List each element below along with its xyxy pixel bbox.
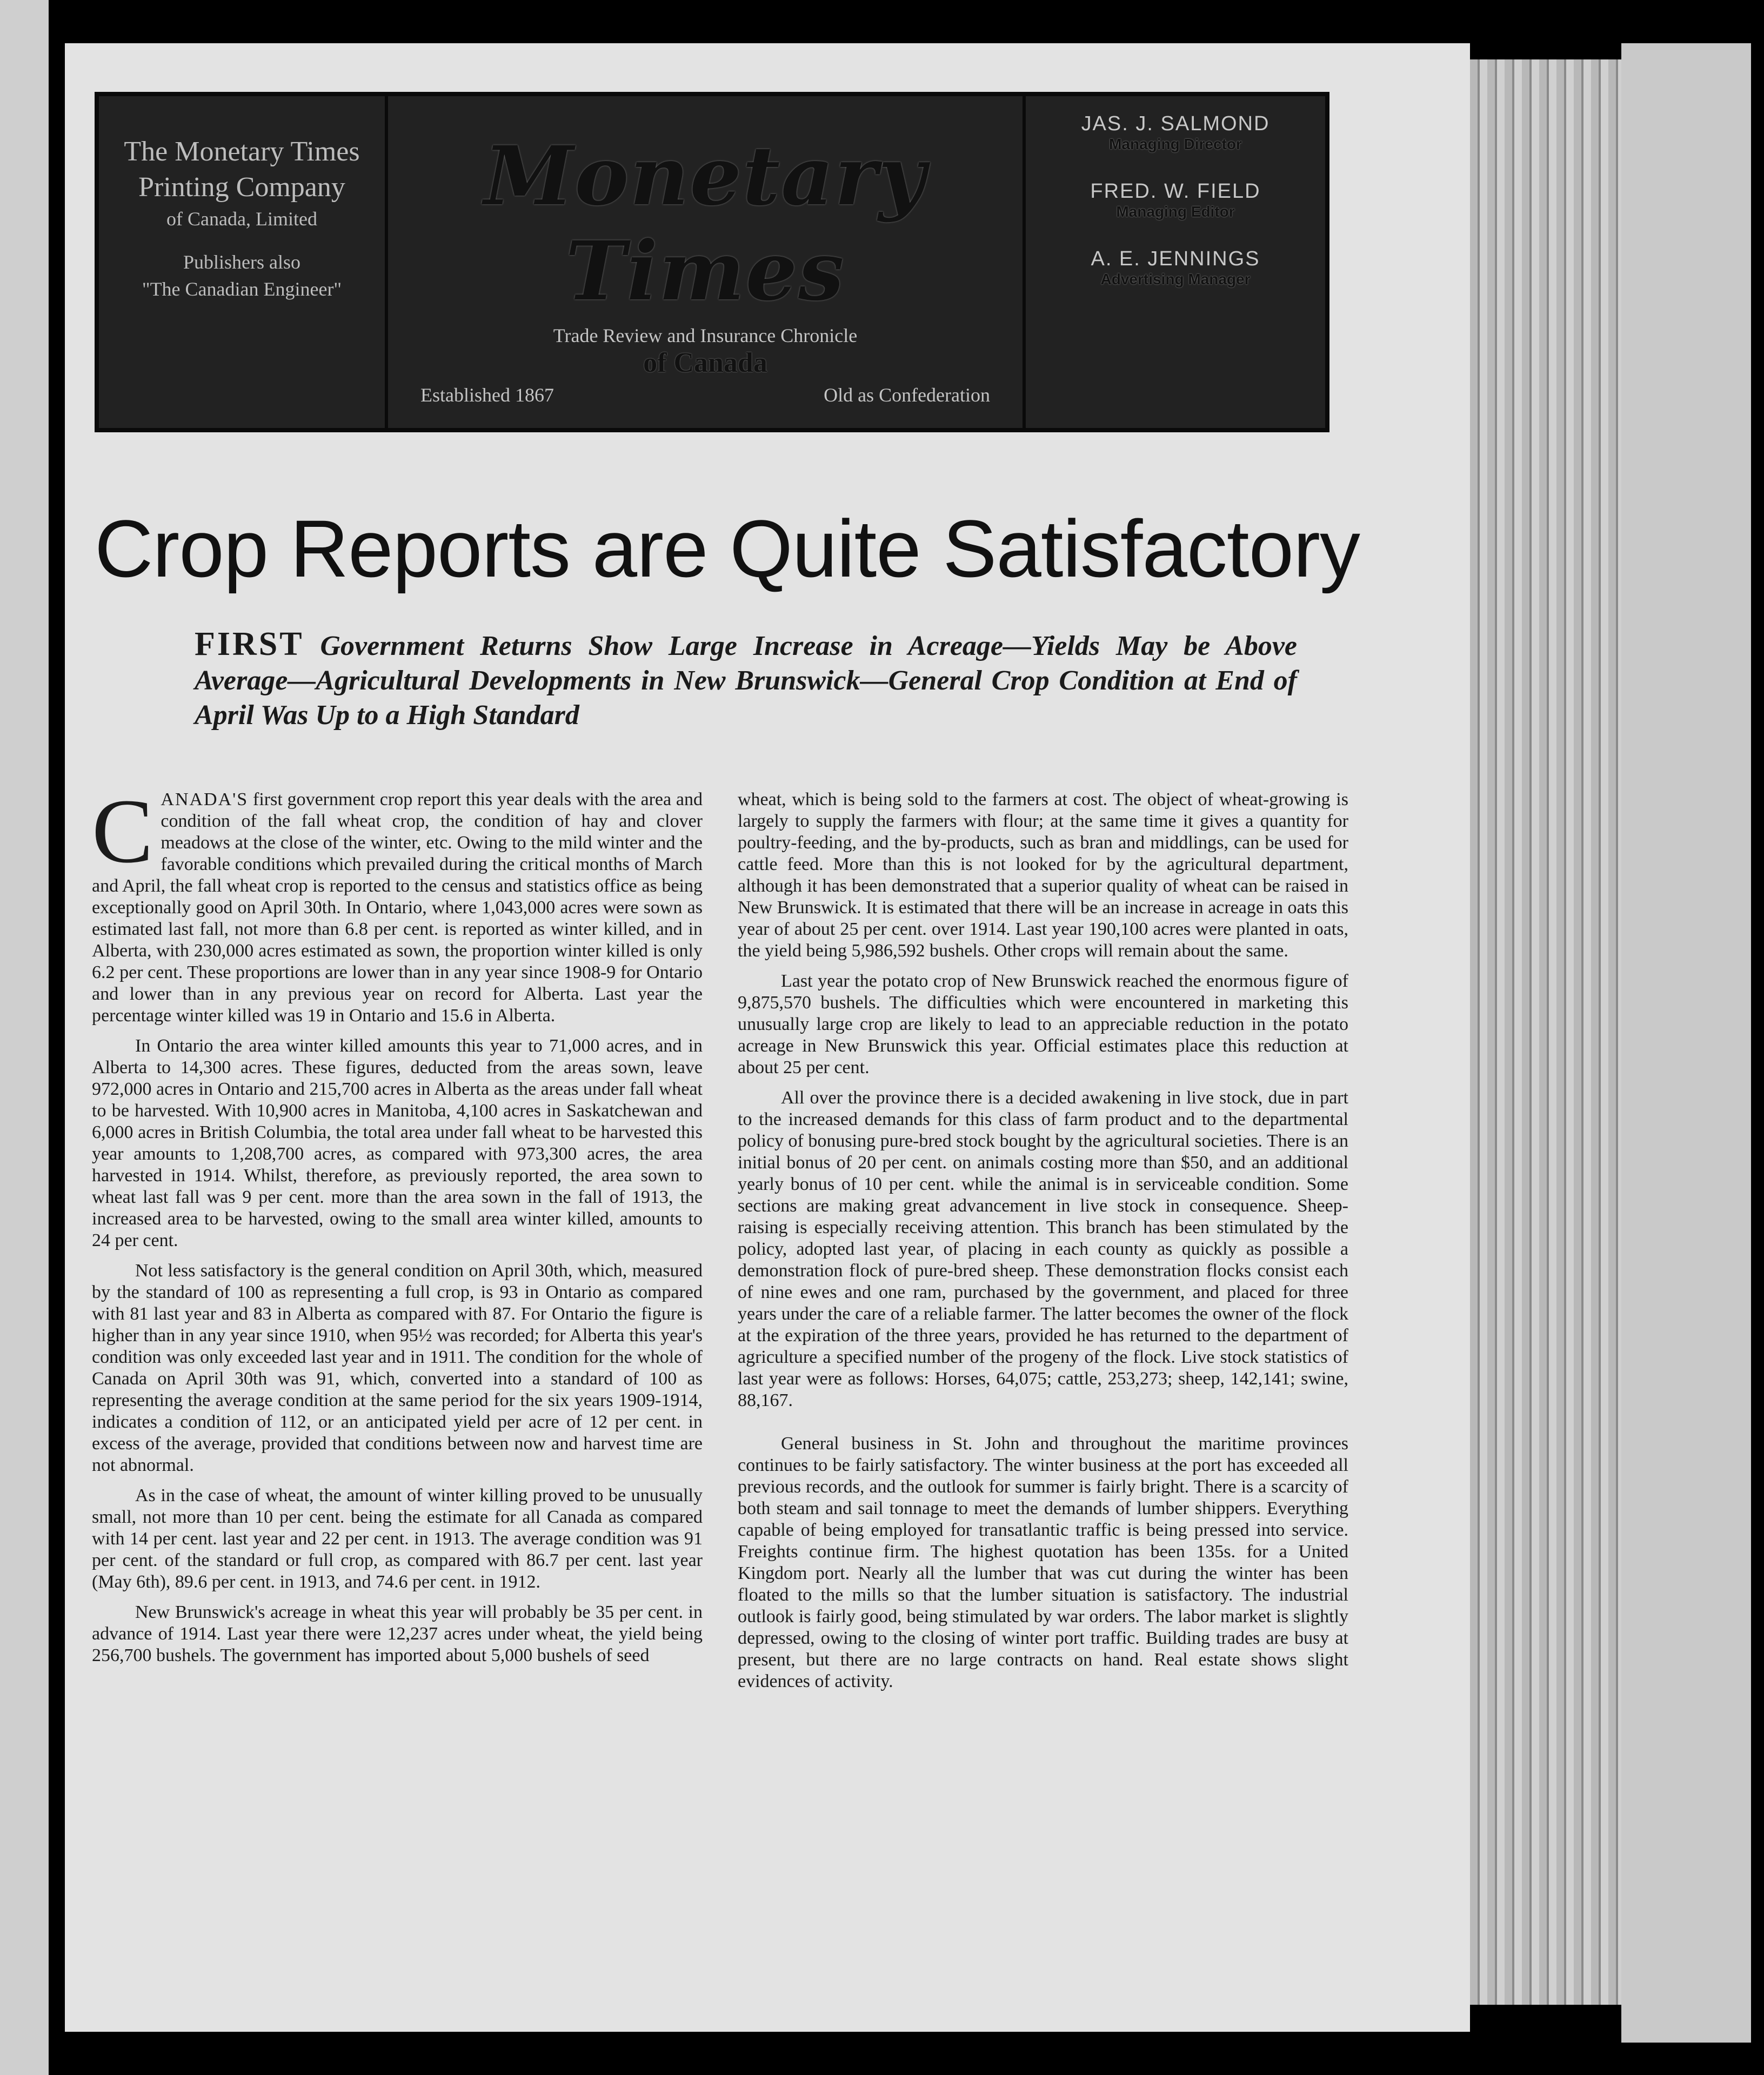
publisher-line: The Monetary Times	[124, 136, 360, 167]
publication-title: Monetary Times	[484, 129, 927, 319]
paragraph: New Brunswick's acreage in wheat this year will probably be 35 per cent. in advance of 1914. Last year there were 12,237 acres under wheat, the yield being 256,700 bushels. The government has imported about 5,000 bushels of seed	[92, 1602, 703, 1665]
paragraph: Not less satisfactory is the general condition on April 30th, which, measured by the standard of 100 as representing a full crop, is 93 in Ontario as compared with 81 last year and 83 in Alberta as compared with 87. For Ontario the figure is higher than in any year since 1910, when 95½ was recorded; for Alberta this year's condition was only exceeded last year and in 1911. The condition for the whole of Canada on April 30th was 91, which, converted into a standard of 100 as representing the average condition at the same period for the six years 1909-1914, indicates a condition of 112, or an anticipated yield per acre of 12 per cent. in excess of the average, provided that conditions between now and harvest time are not abnormal.	[92, 1261, 703, 1475]
staff-name: FRED. W. FIELD	[1090, 180, 1261, 203]
paragraph: wheat, which is being sold to the farmers at cost. The object of wheat-growing is largely to supply the farmers with flour; at the same time it gives a quantity for poultry-feeding, and the by-products, such as bran and middlings, can be used for cattle feed. More than this is not looked for by the agricultural department, although it has been demonstrated that a superior quality of wheat can be raised in New Brunswick. It is estimated that there will be an increase in acreage in oats this year of about 25 per cent. over 1914. Last year 190,100 acres were planted in oats, the yield being 5,986,592 bushels. Other crops will remain about the same.	[738, 789, 1348, 961]
publication-subtitle: Trade Review and Insurance Chronicle	[553, 325, 858, 346]
staff-name: A. E. JENNINGS	[1091, 247, 1260, 270]
established-note: Established 1867	[420, 384, 554, 406]
staff-block	[1026, 96, 1325, 428]
page-edges	[1470, 59, 1621, 2005]
title-block	[388, 96, 1026, 428]
staff-role: Managing Director	[1109, 136, 1242, 152]
publisher-line: Printing Company	[138, 172, 345, 203]
drop-cap: C	[92, 780, 153, 882]
paragraph: Last year the potato crop of New Brunswick reached the enormous figure of 9,875,570 bushels. The difficulties which were encountered in marketing this unusually large crop are likely to lead to an appreciable reduction in the potato acreage in New Brunswick this year. Official estimates place this reduction at about 25 per cent.	[738, 971, 1348, 1077]
adjacent-page	[1621, 43, 1751, 2043]
paragraph-text: first government crop report this year deals with the area and condition of the fall wheat crop, the condition of hay and clover meadows at the close of the winter, etc. Owing to the mild winter and the favorable conditions which prevailed during the critical months of March and April, the fall wheat crop is reported to the census and statistics office as being exceptionally good on April 30th. In Ontario, where 1,043,000 acres were sown as estimated last fall, not more than 6.8 per cent. is reported as winter killed, and in Alberta, with 230,000 acres estimated as sown, the proportion winter killed is only 6.2 per cent. These proportions are lower than in any year since 1908-9 for Ontario and lower than in any previous year on record for Alberta. Last year the percentage winter killed was 19 in Ontario and 15.6 in Alberta.	[92, 789, 703, 1026]
publisher-line: of Canada, Limited	[166, 208, 317, 230]
article-column-right	[738, 789, 1348, 1692]
masthead	[95, 92, 1329, 432]
article-deck	[195, 627, 1297, 733]
left-page-strip	[0, 0, 49, 2075]
paragraph: All over the province there is a decided awakening in live stock, due in part to the increased demands for this class of farm product and to the departmental policy of bonusing pure-bred stock bought by the agricultural societies. There is an initial bonus of 20 per cent. on animals costing more than $50, and an additional yearly bonus of 10 per cent. while the animal is in serviceable condition. Some sections are making great advancement in live stock in consequence. Sheep-raising is especially receiving attention. This branch has been stimulated by the policy, adopted last year, of placing in each county as quickly as possible a demonstration flock of pure-bred sheep. These demonstration flocks consist each of nine ewes and one ram, purchased by the government, and placed for three years under the care of a reliable farmer. The latter becomes the owner of the flock at the expiration of the three years, provided he has returned to the department of agriculture a specified number of the progeny of the flock. Live stock statistics of last year were as follows: Horses, 64,075; cattle, 253,273; sheep, 142,141; swine, 88,167.	[738, 1088, 1348, 1410]
confederation-note: Old as Confederation	[824, 384, 990, 406]
paragraph: In Ontario the area winter killed amounts this year to 71,000 acres, and in Alberta to 14,300 acres. These figures, deducted from the areas sown, leave 972,000 acres in Ontario and 215,700 acres in Alberta as the areas under fall wheat to be harvested. With 10,900 acres in Manitoba, 4,100 acres in Saskatchewan and 6,000 acres in British Columbia, the total area under fall wheat to be harvested this year amounts to 1,208,700 acres, as compared with 973,300 acres, the area harvested in 1914. Whilst, therefore, as previously reported, the area sown to wheat last fall was 9 per cent. more than the area sown in the fall of 1913, the increased area to be harvested, owing to the small area winter killed, amounts to 24 per cent.	[92, 1036, 703, 1250]
paragraph: As in the case of wheat, the amount of winter killing proved to be unusually small, not more than 10 per cent. being the estimate for all Canada as compared with 14 per cent. last year and 22 per cent. in 1913. The average condition was 91 per cent. of the standard or full crop, as compared with 86.7 per cent. last year (May 6th), 89.6 per cent. in 1913, and 74.6 per cent. in 1912.	[92, 1485, 703, 1592]
paragraph	[92, 780, 703, 1027]
article-headline: Crop Reports are Quite Satisfactory	[95, 503, 1360, 594]
publisher-block	[99, 96, 388, 428]
deck-text: Government Returns Show Large Increase in Acreage—Yields May be Above Average—Agricultural Developments in New Brunswick—General Crop Condition at End of April Was Up to a High Standard	[195, 631, 1298, 731]
staff-role: Managing Editor	[1116, 203, 1235, 220]
article-column-left	[92, 780, 703, 1666]
staff-name: JAS. J. SALMOND	[1081, 112, 1270, 135]
paragraph: General business in St. John and throughout the maritime provinces continues to be fairly satisfactory. The winter business at the port has exceeded all previous records, and the outlook for summer is fairly bright. There is a scarcity of both steam and sail tonnage to meet the demands of lumber shippers. Everything capable of being employed for transatlantic traffic is being pressed into service. Freights continue firm. The highest quotation has been 135s. for a United Kingdom port. Nearly all the lumber that was cut during the winter has been floated to the mills so that the lumber situation is satisfactory. The industrial outlook is fairly good, being stimulated by war orders. The labor market is slightly depressed, owing to the closing of winter port traffic. Building trades are busy at present, but there are no large contracts on hand. Real estate shows slight evidences of activity.	[738, 1434, 1348, 1691]
publisher-line: "The Canadian Engineer"	[142, 278, 342, 300]
deck-first-word: FIRST	[195, 626, 304, 662]
publication-of-canada: of Canada	[643, 347, 767, 378]
lead-caps: ANADA'S	[161, 789, 249, 809]
publisher-line: Publishers also	[183, 251, 300, 273]
staff-role: Advertising Manager	[1100, 271, 1251, 287]
